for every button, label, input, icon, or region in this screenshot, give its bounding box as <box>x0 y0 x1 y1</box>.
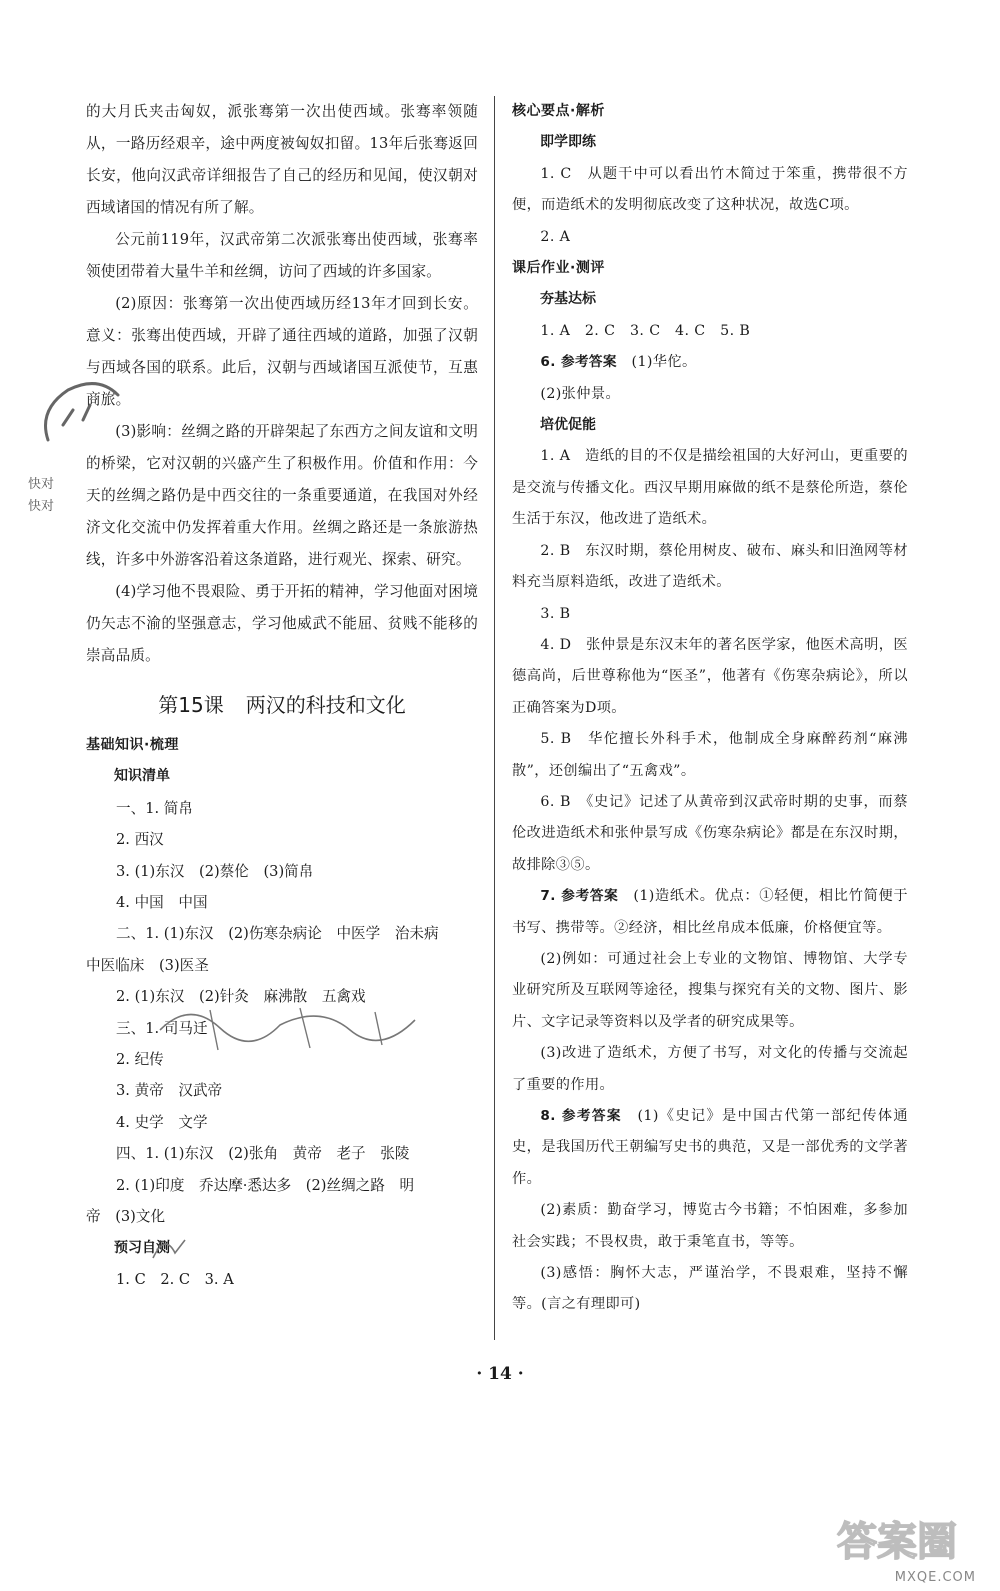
answer-line: 一、1. 简帛 <box>116 799 193 817</box>
left-column <box>86 96 478 1295</box>
answer-paragraph <box>512 881 908 944</box>
answer-paragraph: 2. B 东汉时期，蔡伦用树皮、破布、麻头和旧渔网等材料充当原料造纸，改进了造纸术。 <box>512 542 908 591</box>
answer-paragraph: (2)素质：勤奋学习，博览古今书籍；不怕困难，多参加社会实践；不畏权贵，敢于秉笔直书，等等。 <box>512 1202 908 1250</box>
answer-paragraph: 1. A 2. C 3. C 4. C 5. B <box>540 322 751 339</box>
paragraph: 公元前119年，汉武帝第二次派张骞出使西域，张骞率领使团带着大量牛羊和丝绸，访问了西域的许多国家。 <box>86 231 478 280</box>
answer-text: (1)华佗。 <box>631 354 697 371</box>
answer-paragraph: (2)张仲景。 <box>540 385 621 402</box>
answer-label: 6. 参考答案 <box>540 354 617 371</box>
subsection-heading: 知识清单 <box>114 768 170 785</box>
answer-text: (1)《史记》是中国古代第一部纪传体通史，是我国历代王朝编写史书的典范，又是一部优秀的文学著作。 <box>512 1108 908 1187</box>
lesson-number: 第15课 <box>158 693 224 717</box>
answer-line: 2. (1)印度 乔达摩·悉达多 (2)丝绸之路 明 <box>116 1176 415 1194</box>
answer-paragraph: 6. B 《史记》记述了从黄帝到汉武帝时期的史事，而蔡伦改进造纸术和张仲景写成《伤寒杂病论》都是在东汉时期，故排除③⑤。 <box>512 793 908 873</box>
subsection-heading: 即学即练 <box>540 134 596 151</box>
paragraph: (4)学习他不畏艰险、勇于开拓的精神，学习他面对困境仍矢志不渝的坚强意志，学习他威武不能屈、贫贱不能移的崇高品质。 <box>86 583 478 664</box>
paragraph: (2)原因：张骞第一次出使西域历经13年才回到长安。意义：张骞出使西域，开辟了通往西域的道路，加强了汉朝与西域各国的联系。此后，汉朝与西域诸国互派使节，互惠商旅。 <box>86 295 478 408</box>
lesson-name: 两汉的科技和文化 <box>245 693 406 717</box>
answer-paragraph: 1. C 从题干中可以看出竹木简过于笨重，携带很不方便，而造纸术的发明彻底改变了这种状况，故选C项。 <box>512 165 908 214</box>
answer-paragraph: (3)感悟：胸怀大志，严谨治学，不畏艰难，坚持不懈等。(言之有理即可) <box>512 1265 908 1313</box>
answer-line: 2. 西汉 <box>116 831 164 849</box>
answer-line: 4. 史学 文学 <box>116 1113 208 1131</box>
answer-line: 四、1. (1)东汉 (2)张角 黄帝 老子 张陵 <box>116 1145 410 1163</box>
answer-paragraph: 4. D 张仲景是东汉末年的著名医学家，他医术高明，医德高尚，后世尊称他为“医圣”，他著有《伤寒杂病论》，所以正确答案为D项。 <box>512 636 908 716</box>
answer-line: 4. 中国 中国 <box>116 894 208 912</box>
answer-line: 3. 黄帝 汉武帝 <box>116 1082 223 1100</box>
answer-paragraph <box>512 1101 908 1195</box>
answer-line: 二、1. (1)东汉 (2)伤寒杂病论 中医学 治未病 <box>116 925 439 943</box>
right-column <box>512 96 908 1321</box>
section-heading: 基础知识·梳理 <box>86 737 179 753</box>
subsection-heading: 预习自测 <box>114 1239 170 1256</box>
paragraph: 的大月氏夹击匈奴，派张骞第一次出使西域。张骞率领随从，一路历经艰辛，途中两度被匈奴扣留。13年后张骞返回长安，他向汉武帝详细报告了自己的经历和见闻，使汉朝对西域诸国的情况有所了解。 <box>86 103 478 216</box>
answer-paragraph: 2. A <box>540 228 571 245</box>
answer-line: 2. 纪传 <box>116 1051 164 1069</box>
answer-paragraph <box>512 347 908 378</box>
subsection-heading: 夯基达标 <box>540 291 596 308</box>
answer-line-continuation: 中医临床 (3)医圣 <box>86 956 209 974</box>
watermark-logo-text: 答案圈 <box>837 1519 957 1565</box>
answer-paragraph: (3)改进了造纸术，方便了书写，对文化的传播与交流起了重要的作用。 <box>512 1045 908 1093</box>
answer-text: (1)造纸术。优点：①轻便，相比竹简便于书写、携带等。②经济，相比丝帛成本低廉，价格便宜等。 <box>512 888 908 936</box>
section-heading: 课后作业·测评 <box>512 260 605 277</box>
answer-paragraph: 5. B 华佗擅长外科手术，他制成全身麻醉药剂“麻沸散”，还创编出了“五禽戏”。 <box>512 731 908 779</box>
answer-line: 3. (1)东汉 (2)蔡伦 (3)简帛 <box>116 862 314 880</box>
page-number: · 14 · <box>476 1364 524 1384</box>
answer-label: 8. 参考答案 <box>540 1108 622 1124</box>
answer-paragraph: 3. B <box>540 605 571 622</box>
subsection-heading: 培优促能 <box>540 417 596 434</box>
watermark-url: MXQE.COM <box>894 1570 976 1585</box>
section-heading: 核心要点·解析 <box>512 103 605 119</box>
watermark-left <box>28 440 148 518</box>
answer-label: 7. 参考答案 <box>540 888 619 905</box>
answer-paragraph: 1. A 造纸的目的不仅是描绘祖国的大好河山，更重要的是交流与传播文化。西汉早期用麻做的纸不是蔡伦所造，蔡伦生活于东汉，他改进了造纸术。 <box>512 448 908 528</box>
paragraph: (3)影响：丝绸之路的开辟架起了东西方之间友谊和文明的桥梁，它对汉朝的兴盛产生了积极作用。价值和作用：今天的丝绸之路仍是中西交往的一条重要通道，在我国对外经济文化交流中仍发挥着重大作用。丝绸之路还是一条旅游热线，许多中外游客沿着这条道路，进行观光、探索、研究。 <box>86 423 478 568</box>
watermark-text: 快对 <box>28 499 55 514</box>
answer-line: 三、1. 司马迁 <box>116 1019 208 1037</box>
column-divider <box>494 96 495 1340</box>
watermark-swirl-icon <box>28 370 138 460</box>
answer-line: 2. (1)东汉 (2)针灸 麻沸散 五禽戏 <box>116 988 366 1006</box>
answer-paragraph: (2)例如：可通过社会上专业的文物馆、博物馆、大学专业研究所及互联网等途径，搜集与探究有关的文物、图片、影片、文字记录等资料以及学者的研究成果等。 <box>512 950 908 1030</box>
answer-line-continuation: 帝 (3)文化 <box>86 1208 166 1226</box>
lesson-title <box>86 686 478 724</box>
answer-line: 1. C 2. C 3. A <box>116 1270 234 1288</box>
watermark-text: 快对 <box>28 477 55 492</box>
